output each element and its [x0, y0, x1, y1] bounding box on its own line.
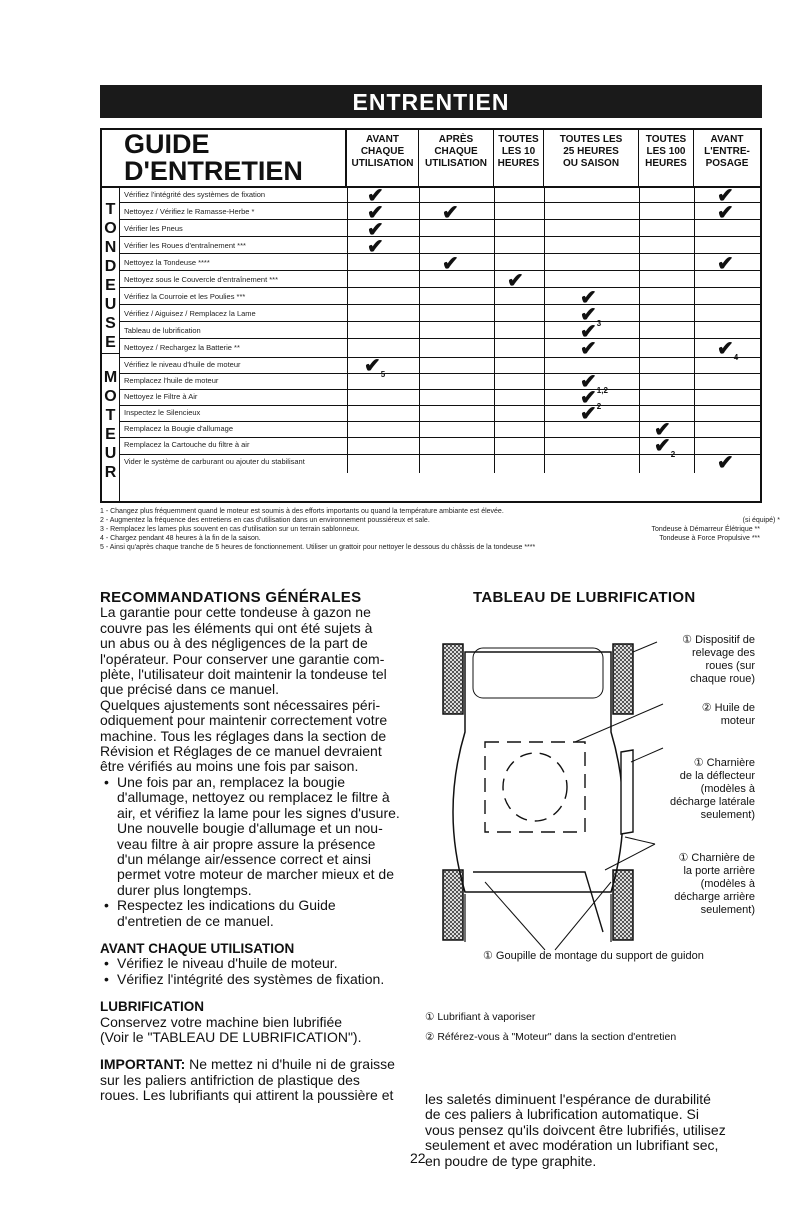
section-heading-avant-chaque: AVANT CHAQUE UTILISATION [100, 940, 295, 956]
col-header-avant-remisage: AVANT L'ENTRE- POSAGE [694, 130, 760, 188]
label-deflecteur: ① Charnière de la déflecteur (modèles à décharge latérale seulement) [669, 757, 755, 821]
list-item: • Vérifiez l'intégrité des systèmes de fixation. [100, 972, 425, 987]
table-row: Nettoyez sous le Couvercle d'entraînement *** [120, 273, 760, 288]
check-mark: ✔ [507, 270, 524, 292]
table-row: Remplacez l'huile de moteur [120, 374, 760, 390]
col-header-avant-utilisation: AVANT CHAQUE UTILISATION [347, 130, 419, 188]
check-mark: $✔_4$ [717, 338, 739, 362]
section-heading-recommandations: RECOMMANDATIONS GÉNÉRALES [100, 589, 362, 606]
continuation-text: les saletés diminuent l'espérance de durabilité de ces paliers à lubrification automatique. Si vous pensez qu'ils doivcent être lubrifiés, utilisez seulement et avec modération un lubrifiant sec, en poudre de type graphite. [425, 1091, 726, 1169]
footnote: 3 - Remplacez les lames plus souvent en cas d'utilisation sur un terrain sablonneux. [100, 526, 360, 533]
legend-lubrifiant: ① Lubrifiant à vaporiser [425, 1011, 536, 1023]
left-column [100, 590, 425, 1104]
table-row: Nettoyez le Filtre à Air [120, 390, 760, 406]
check-mark: $✔_{1,2}$ [580, 371, 608, 395]
col-header-10-heures: TOUTES LES 10 HEURES [494, 130, 544, 188]
grid-line [347, 188, 348, 473]
table-row: Vérifiez / Aiguisez / Remplacez la Lame [120, 307, 760, 322]
col-header-apres-utilisation: APRÈS CHAQUE UTILISATION [419, 130, 494, 188]
important-note: IMPORTANT: Ne mettez ni d'huile ni de graisse sur les paliers antifriction de plastique des roues. Les lubrifiants qui attirent la poussière et [100, 1056, 395, 1104]
check-mark: ✔ [580, 321, 597, 343]
grid-line [694, 188, 695, 473]
list-item: • Une fois par an, remplacez la bougie d'allumage, nettoyez ou remplacez le filtre à air, et vérifiez la lame pour les signes d'usure. Une nouvelle bougie d'allumage et un nou- veau filtre à air propre assure la présence d'un mélange air/essence correct et ainsi permet votre moteur de marcher mieux et de durer plus longtemps. [100, 775, 425, 898]
check-mark: ✔ [654, 419, 671, 441]
page-number: 22 [410, 1150, 426, 1166]
table-row: Nettoyez / Rechargez la Batterie ** [120, 341, 760, 358]
label-roue: ① Dispositif de relevage des roues (sur chaque roue) [682, 634, 755, 685]
guide-title-line2: D'ENTRETIEN [124, 156, 303, 186]
table-row: Tableau de lubrification [120, 324, 760, 339]
check-mark: ✔ [717, 185, 734, 207]
grid-line [639, 188, 640, 473]
table-row: Remplacez la Bougie d'allumage [120, 422, 760, 438]
lubrication-chart-title: TABLEAU DE LUBRIFICATION [473, 589, 696, 606]
check-mark: $✔_2$ [580, 387, 602, 411]
footnote-legend: Tondeuse à Démarreur Élétrique ** [651, 526, 760, 533]
front-wheel-right [613, 644, 633, 714]
legend-moteur: ② Référez-vous à "Moteur" dans la section d'entretien [425, 1031, 677, 1043]
table-row: Vérifiez le niveau d'huile de moteur [120, 358, 760, 374]
lubrification-text: Conservez votre machine bien lubrifiée (Voir le "TABLEAU DE LUBRIFICATION"). [100, 1013, 362, 1045]
check-mark: ✔ [442, 202, 459, 224]
label-goupille: ① Goupille de montage du support de guidon [483, 950, 704, 962]
rear-wheel-right [613, 870, 633, 940]
label-porte-arriere: ① Charnière de la porte arrière (modèles à décharge arrière seulement) [674, 852, 755, 916]
maintenance-guide-table [100, 128, 762, 503]
col-header-25-heures: TOUTES LES 25 HEURES OU SAISON [544, 130, 639, 188]
check-mark: ✔ [367, 236, 384, 258]
footnote: 1 - Changez plus fréquemment quand le moteur est soumis à des efforts importants ou quand la température ambiante est élevée. [100, 508, 504, 515]
label-huile: ② Huile de moteur [701, 702, 755, 727]
banner-title: ENTRENTIEN [352, 89, 510, 115]
table-row: Vérifiez la Courroie et les Poulies *** [120, 290, 760, 305]
table-row: Vider le système de carburant ou ajouter du stabilisant [124, 457, 305, 466]
table-row: Vérifiez l'intégrité des systèmes de fixation [120, 188, 760, 203]
col-header-100-heures: TOUTES LES 100 HEURES [639, 130, 694, 188]
footnote-legend: Tondeuse à Force Propulsive *** [659, 535, 760, 542]
recommandations-text: La garantie pour cette tondeuse à gazon ne couvre pas les éléments qui ont été sujets à un abus ou à des négligences de la part de l'opérateur. Pour conserver une garantie com- plète, l'utilisateur doit maintenir la tondeuse tel que précisé dans ce manuel. Quelques ajustements sont nécessaires péri- odiquement pour maintenir correctement votre machine. Tous les réglages dans la section de Révision et Réglages de ce manuel devraient être vérifiés au moins une fois par saison. [100, 604, 388, 775]
list-item: • Vérifiez le niveau d'huile de moteur. [100, 956, 425, 971]
footnote-legend: (si équipé) * [742, 517, 780, 524]
table-row: Nettoyez la Tondeuse **** [120, 256, 760, 271]
check-mark: ✔ [717, 202, 734, 224]
check-mark: ✔ [367, 219, 384, 241]
grid-line [544, 188, 545, 473]
footnote: 4 - Chargez pendant 48 heures à la fin de la saison. [100, 535, 261, 542]
rear-wheel-left [443, 870, 463, 940]
table-row: Inspectez le Silencieux [120, 406, 760, 422]
lubrication-diagram [425, 632, 765, 962]
check-mark: $✔_3$ [580, 304, 602, 328]
grid-line [419, 188, 420, 473]
side-label-moteur: M O T E U R [102, 353, 120, 501]
guide-title [102, 130, 347, 188]
check-mark: ✔ [717, 253, 734, 275]
section-banner [100, 85, 762, 118]
check-mark: ✔ [580, 338, 597, 360]
side-label-tondeuse: T O N D E U S E [102, 188, 120, 353]
check-mark: ✔ [580, 287, 597, 309]
footnote: 5 - Ainsi qu'après chaque tranche de 5 heures de fonctionnement. Utiliser un grattoir pour nettoyer le dessous du châssis de la tondeuse **** [100, 544, 536, 551]
check-mark: ✔ [367, 202, 384, 224]
table-row: Vérifier les Pneus [120, 222, 760, 237]
check-mark: ✔ [717, 452, 734, 474]
guide-title-line1: GUIDE [124, 129, 210, 159]
table-row: Vérifier les Roues d'entraînement *** [120, 239, 760, 254]
footnote: 2 - Augmentez la fréquence des entretiens en cas d'utilisation dans un environnement poussiéreux et sale. [100, 517, 430, 524]
grid-line [494, 188, 495, 473]
mower-deck [453, 652, 623, 892]
deflector [621, 750, 633, 834]
front-wheel-left [443, 644, 463, 714]
engine-outline [485, 742, 585, 832]
check-mark: $✔_5$ [364, 355, 386, 379]
section-heading-lubrification: LUBRIFICATION [100, 999, 204, 1015]
check-mark: ✔ [367, 185, 384, 207]
list-item: • Respectez les indications du Guide d'entretien de ce manuel. [100, 898, 425, 929]
check-mark: ✔ [442, 253, 459, 275]
table-row: Nettoyez / Vérifiez le Ramasse-Herbe * [120, 205, 760, 220]
check-mark: $✔_2$ [654, 435, 676, 459]
table-row: Remplacez la Cartouche du filtre à air [120, 438, 760, 455]
check-mark: ✔ [580, 403, 597, 425]
footnotes [100, 507, 780, 552]
